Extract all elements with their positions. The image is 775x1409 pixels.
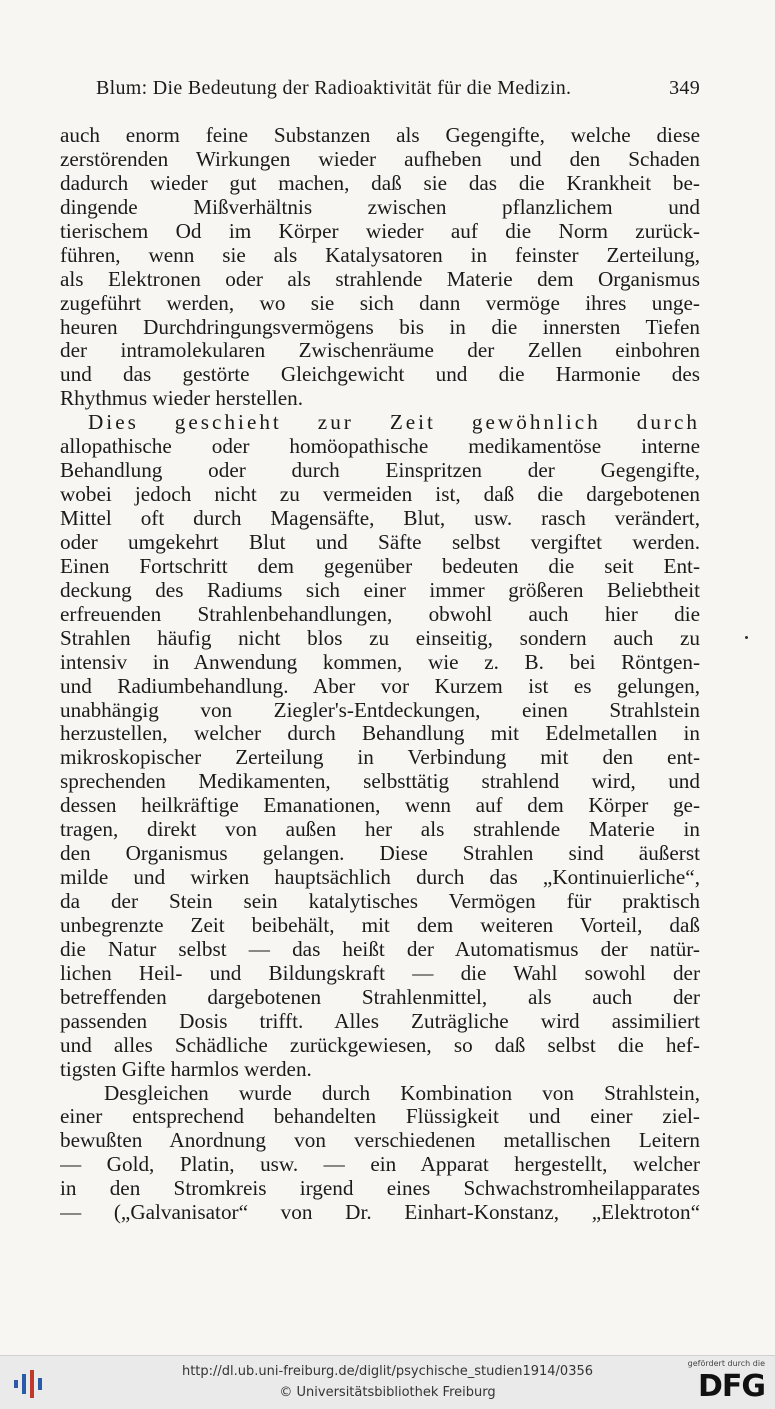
dfg-logo: DFG: [697, 1369, 765, 1404]
text-line: wobei jedoch nicht zu vermeiden ist, daß die dargebotenen: [60, 483, 700, 507]
text-line: einer entsprechend behandelten Flüssigkeit und einer ziel-: [60, 1105, 700, 1129]
text-line: dingende Mißverhältnis zwischen pflanzlichem und: [60, 195, 700, 219]
text-line: und alles Schädliche zurückgewiesen, so daß selbst die hef-: [60, 1033, 700, 1057]
funder-label: gefördert durch die: [687, 1359, 765, 1368]
paragraph-start-line: Dies geschieht zur Zeit gewöhnlich durch: [88, 411, 700, 435]
text-line: sprechenden Medikamenten, selbsttätig strahlend wird, und: [60, 770, 700, 794]
text-line: und das gestörte Gleichgewicht und die Harmonie des: [60, 363, 700, 387]
text-line: unabhängig von Ziegler's-Entdeckungen, einen Strahlstein: [60, 698, 700, 722]
text-line: auch enorm feine Substanzen als Gegengifte, welche diese: [60, 124, 700, 147]
text-line: unbegrenzte Zeit beibehält, mit dem weiteren Vorteil, daß: [60, 913, 700, 937]
text-line: als Elektronen oder als strahlende Materie dem Organismus: [60, 267, 700, 291]
text-line: lichen Heil- und Bildungskraft — die Wahl sowohl der: [60, 961, 700, 985]
text-line: zugeführt werden, wo sie sich dann vermöge ihres unge-: [60, 291, 700, 315]
text-line: Mittel oft durch Magensäfte, Blut, usw. rasch verändert,: [60, 507, 700, 530]
text-line: — Gold, Platin, usw. — ein Apparat hergestellt, welcher: [60, 1153, 700, 1177]
text-line: — („Galvanisator“ von Dr. Einhart-Konstanz, „Elektroton“: [60, 1201, 700, 1225]
text-line: Behandlung oder durch Einspritzen der Gegengifte,: [60, 459, 700, 483]
page-number: 349: [669, 77, 700, 99]
viewer-footer: [0, 1355, 775, 1409]
text-line: in den Stromkreis irgend eines Schwachstromheilapparates: [60, 1177, 700, 1201]
text-line: da der Stein sein katalytisches Vermögen für praktisch: [60, 890, 700, 913]
text-line: oder umgekehrt Blut und Säfte selbst vergiftet werden.: [60, 530, 700, 554]
text-line: Rhythmus wieder herstellen.: [60, 387, 304, 411]
text-line: tierischem Od im Körper wieder auf die Norm zurück-: [60, 219, 700, 243]
text-line: intensiv in Anwendung kommen, wie z. B. bei Röntgen-: [60, 650, 700, 674]
text-line: die Natur selbst — das heißt der Automatismus der natür-: [60, 937, 700, 961]
text-line: erfreuenden Strahlenbehandlungen, obwohl auch hier die: [60, 602, 700, 626]
text-line: passenden Dosis trifft. Alles Zuträgliche wird assimiliert: [60, 1009, 700, 1033]
scan-speck: [745, 636, 748, 639]
text-line: deckung des Radiums sich einer immer größeren Beliebtheit: [60, 578, 700, 602]
copyright-notice: © Universitätsbibliothek Freiburg: [279, 1385, 496, 1400]
text-line: der intramolekularen Zwischenräume der Zellen einbohren: [60, 339, 700, 363]
running-header: [96, 77, 700, 100]
text-line: tragen, direkt von außen her als strahlende Materie in: [60, 818, 700, 842]
text-line: Strahlen häufig nicht blos zu einseitig, sondern auch zu: [60, 626, 700, 650]
text-line: bewußten Anordnung von verschiedenen metallischen Leitern: [60, 1129, 700, 1153]
text-line: milde und wirken hauptsächlich durch das „Kontinuierliche“,: [60, 866, 700, 890]
body-text: [60, 124, 700, 1225]
text-line: betreffenden dargebotenen Strahlenmittel, als auch der: [60, 985, 700, 1009]
permalink-url[interactable]: http://dl.ub.uni-freiburg.de/diglit/psychische_studien1914/0356: [181, 1364, 594, 1379]
text-line: heuren Durchdringungsvermögens bis in die innersten Tiefen: [60, 315, 700, 339]
text-line: dessen heilkräftige Emanationen, wenn auf dem Körper ge-: [60, 794, 700, 818]
text-line: herzustellen, welcher durch Behandlung mit Edelmetallen in: [60, 722, 700, 746]
text-line: dadurch wieder gut machen, daß sie das die Krankheit be-: [60, 171, 700, 195]
running-title: Blum: Die Bedeutung der Radioaktivität für die Medizin.: [96, 77, 572, 99]
text-line: tigsten Gifte harmlos werden.: [60, 1057, 312, 1081]
text-line: allopathische oder homöopathische medikamentöse interne: [60, 435, 700, 459]
text-line: mikroskopischer Zerteilung in Verbindung mit den ent-: [60, 746, 700, 770]
paragraph-start-line: Desgleichen wurde durch Kombination von Strahlstein,: [104, 1081, 700, 1105]
text-line: zerstörenden Wirkungen wieder aufheben und den Schaden: [60, 147, 700, 171]
text-line: und Radiumbehandlung. Aber vor Kurzem ist es gelungen,: [60, 674, 700, 698]
text-line: Einen Fortschritt dem gegenüber bedeuten die seit Ent-: [60, 554, 700, 578]
text-line: den Organismus gelangen. Diese Strahlen sind äußerst: [60, 842, 700, 866]
text-line: führen, wenn sie als Katalysatoren in feinster Zerteilung,: [60, 243, 700, 267]
